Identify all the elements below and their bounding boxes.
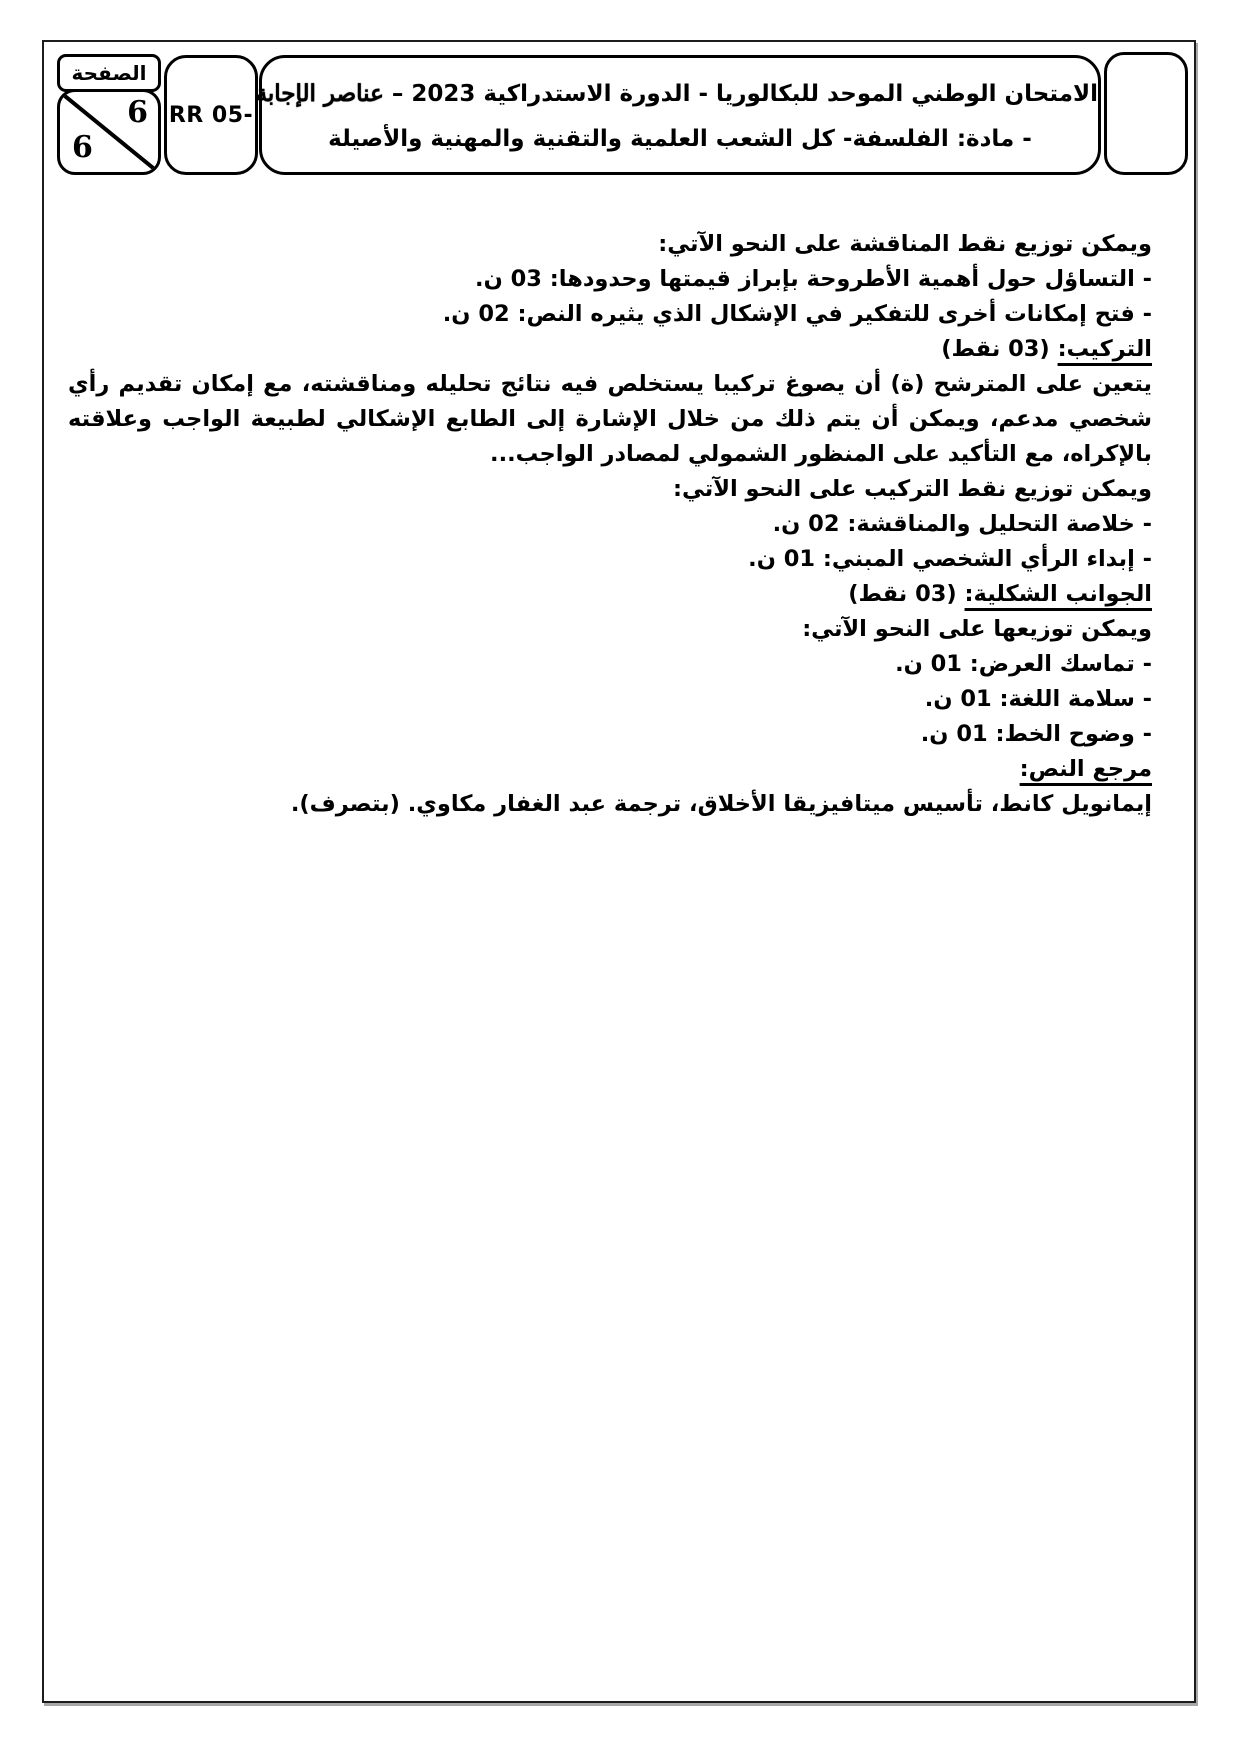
exam-title-line1-main: الامتحان الوطني الموحد للبكالوريا - الدورة الاستدراكية 2023 – xyxy=(391,81,1098,107)
exam-title-box xyxy=(255,55,1101,175)
page-border-frame xyxy=(42,40,1196,1703)
formal-point: - سلامة اللغة: 01 ن. xyxy=(924,686,1152,712)
page-label: الصفحة xyxy=(71,61,147,85)
reference-text: إيمانويل كانط، تأسيس ميتافيزيقا الأخلاق، ترجمة عبد الغفار مكاوي. (بتصرف). xyxy=(290,791,1152,817)
formal-point: - وضوح الخط: 01 ن. xyxy=(920,721,1152,747)
exam-title-line1 xyxy=(255,71,1098,117)
document-body xyxy=(46,227,1192,822)
page-label-box xyxy=(57,54,161,92)
section-heading-formal-title: الجوانب الشكلية: xyxy=(964,581,1152,607)
current-page-number: 6 xyxy=(127,95,148,130)
empty-corner-box xyxy=(1104,52,1188,175)
synthesis-intro: ويمكن توزيع نقط التركيب على النحو الآتي: xyxy=(672,476,1152,502)
discussion-point: - فتح إمكانات أخرى للتفكير في الإشكال الذي يثيره النص: 02 ن. xyxy=(442,301,1152,327)
discussion-point: - التساؤل حول أهمية الأطروحة بإبراز قيمتها وحدودها: 03 ن. xyxy=(475,266,1152,292)
section-heading-synthesis-points: (03 نقط) xyxy=(941,336,1050,362)
discussion-intro: ويمكن توزيع نقط المناقشة على النحو الآتي: xyxy=(658,231,1152,257)
page-number-box xyxy=(57,89,161,175)
formal-intro: ويمكن توزيعها على النحو الآتي: xyxy=(802,616,1152,642)
exam-code: RR 05- xyxy=(168,102,254,128)
reference-heading xyxy=(68,752,1152,787)
exam-title-line1-ornate: عناصر الإجابة xyxy=(255,80,384,107)
exam-title-line2: - مادة: الفلسفة- كل الشعب العلمية والتقنية والمهنية والأصيلة xyxy=(328,126,1032,152)
synthesis-paragraph: يتعين على المترشح (ة) أن يصوغ تركيبا يستخلص فيه نتائج تحليله ومناقشته، مع إمكان تقديم رأي شخصي مدعم، ويمكن أن يتم ذلك من خلال الإشارة إلى الطابع الإشكالي لطبيعة الواجب وعلاقته بالإكراه، مع التأكيد على المنظور الشمولي لمصادر الواجب... xyxy=(68,371,1152,467)
section-heading-formal-points: (03 نقط) xyxy=(848,581,957,607)
section-heading-synthesis xyxy=(68,332,1152,367)
formal-point: - تماسك العرض: 01 ن. xyxy=(895,651,1152,677)
reference-heading-title: مرجع النص: xyxy=(1019,756,1152,782)
section-heading-synthesis-title: التركيب: xyxy=(1057,336,1152,362)
synthesis-point: - خلاصة التحليل والمناقشة: 02 ن. xyxy=(772,511,1152,537)
total-pages-number: 6 xyxy=(72,130,93,165)
synthesis-point: - إبداء الرأي الشخصي المبني: 01 ن. xyxy=(748,546,1152,572)
exam-code-box xyxy=(164,55,258,175)
section-heading-formal xyxy=(68,577,1152,612)
